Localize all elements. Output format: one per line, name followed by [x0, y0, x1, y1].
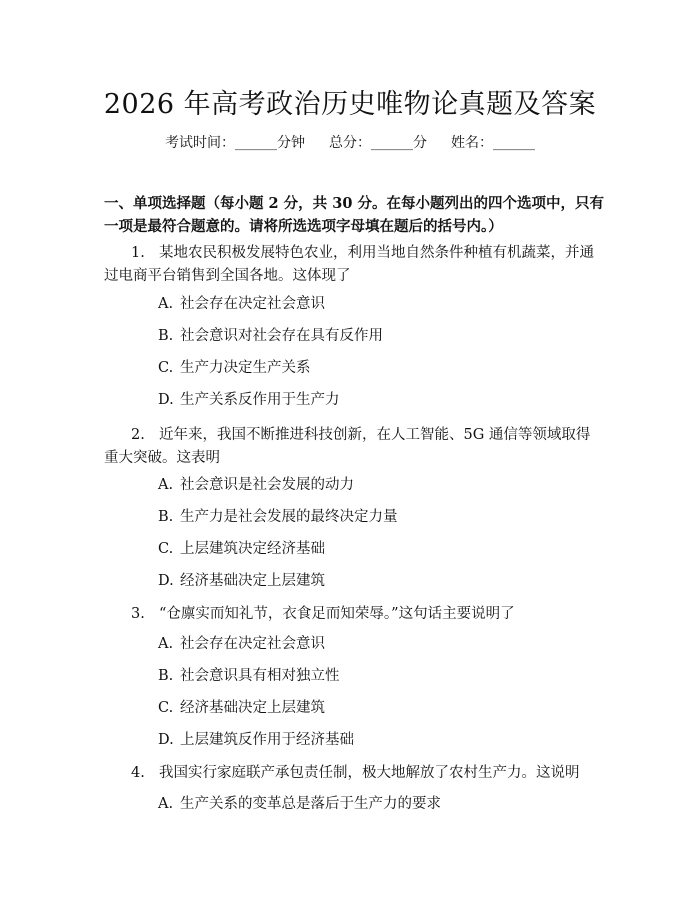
question-1-option-a: [158, 294, 325, 314]
question-3-option-b: [158, 666, 340, 686]
option-letter: A.: [158, 296, 174, 312]
question-stem: 某地农民积极发展特色农业，利用当地自然条件种植有机蔬菜，并通过电商平台销售到全国各地。这体现了: [104, 245, 594, 284]
question-3: [104, 603, 604, 626]
question-1-option-c: [158, 358, 311, 378]
option-text: 生产关系的变革总是落后于生产力的要求: [180, 796, 441, 812]
option-letter: B.: [158, 668, 174, 684]
question-2-option-a: [158, 475, 354, 495]
option-letter: C.: [158, 700, 174, 716]
option-text: 社会意识对社会存在具有反作用: [180, 328, 383, 344]
question-number: 3.: [131, 606, 145, 622]
question-stem: 近年来，我国不断推进科技创新，在人工智能、5G 通信等领域取得重大突破。这表明: [104, 427, 591, 466]
question-1: [104, 242, 604, 288]
student-name-field: 姓名：______: [451, 135, 535, 151]
question-number: 2.: [131, 427, 145, 443]
question-4-option-a: [158, 794, 441, 814]
option-letter: A.: [158, 636, 174, 652]
option-text: 上层建筑反作用于经济基础: [180, 732, 354, 748]
page-title: 2026 年高考政治历史唯物论真题及答案: [103, 89, 597, 120]
option-text: 经济基础决定上层建筑: [180, 573, 325, 589]
exam-time-field: 考试时间：______分钟: [165, 135, 305, 151]
option-text: 社会意识具有相对独立性: [180, 668, 340, 684]
option-text: 生产力决定生产关系: [180, 360, 311, 376]
question-4: [104, 762, 604, 785]
option-letter: B.: [158, 328, 174, 344]
option-text: 社会存在决定社会意识: [180, 636, 325, 652]
option-letter: C.: [158, 360, 174, 376]
option-text: 社会存在决定社会意识: [180, 296, 325, 312]
total-score-field: 总分：______分: [329, 135, 427, 151]
question-3-option-a: [158, 634, 325, 654]
option-letter: A.: [158, 796, 174, 812]
option-letter: B.: [158, 509, 174, 525]
option-text: 经济基础决定上层建筑: [180, 700, 325, 716]
question-stem: 我国实行家庭联产承包责任制，极大地解放了农村生产力。这说明: [159, 765, 580, 781]
question-number: 1.: [131, 245, 145, 261]
option-text: 生产力是社会发展的最终决定力量: [180, 509, 398, 525]
question-number: 4.: [131, 765, 145, 781]
option-text: 社会意识是社会发展的动力: [180, 477, 354, 493]
question-3-option-c: [158, 698, 325, 718]
option-text: 上层建筑决定经济基础: [180, 541, 325, 557]
question-2-option-c: [158, 539, 325, 559]
question-2-option-d: [158, 571, 325, 591]
option-letter: C.: [158, 541, 174, 557]
section-heading: 一、单项选择题（每小题 2 分，共 30 分。在每小题列出的四个选项中，只有一项是最符合题意的。请将所选选项字母填在题后的括号内。）: [104, 195, 604, 235]
exam-meta: [0, 132, 700, 152]
question-3-option-d: [158, 730, 354, 750]
question-2-option-b: [158, 507, 398, 527]
option-letter: A.: [158, 477, 174, 493]
question-stem: “仓廪实而知礼节，衣食足而知荣辱。”这句话主要说明了: [159, 606, 515, 622]
question-2: [104, 424, 604, 470]
question-1-option-b: [158, 326, 383, 346]
question-1-option-d: [158, 390, 340, 410]
option-letter: D.: [158, 732, 174, 748]
option-letter: D.: [158, 573, 174, 589]
option-letter: D.: [158, 392, 174, 408]
option-text: 生产关系反作用于生产力: [180, 392, 340, 408]
